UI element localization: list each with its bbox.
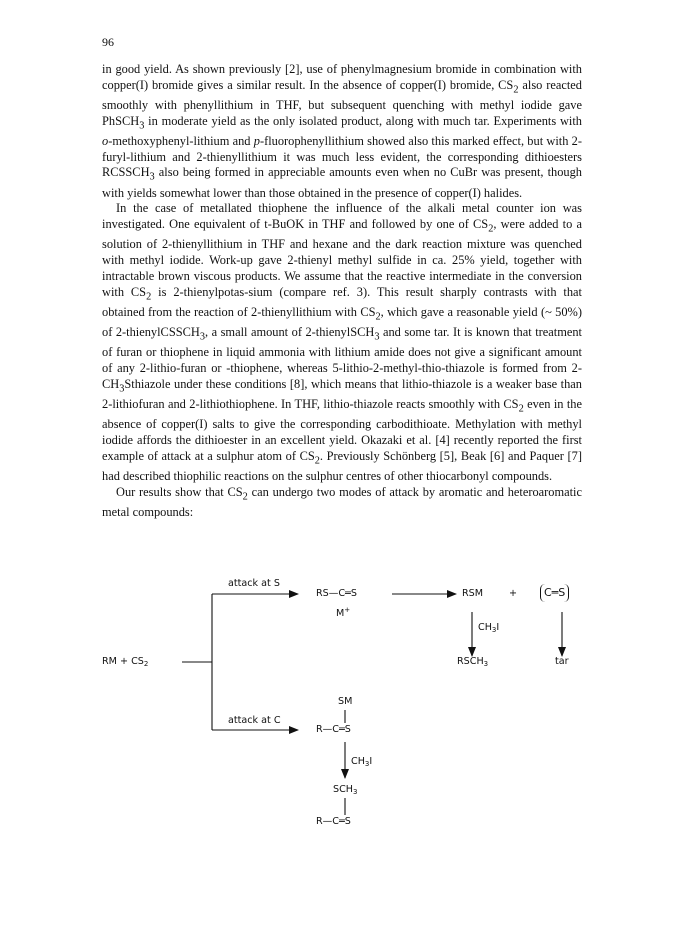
scheme-lines (0, 570, 680, 910)
paragraph-2: In the case of metallated thiophene the influence of the alkali metal counter ion was investigated. One equivalent of t-BuOK in THF and followed by one of $CS_2$, were added to a solution of 2-thienyllithium in THF and hexane and the dark reaction mixture was quenched with methyl iodide. Work-up gave 2-thienyl methyl sulfide in ca. 25% yield, together with intractable brown viscous products. We assume that the reactive intermediate in the conversion with $CS_2$ is 2-thienylpotas-sium (compare ref. 3). This result sharply contrasts with that obtained from the reaction of 2-thienyllithium with $CS_2$, which gave a reasonable yield (~ 50%) of 2-thienylCSSCH$_3$, a small amount of 2-thienylSCH$_3$ and some tar. It is known that treatment of furan or thiophene in liquid ammonia with lithium amide does not give a significant amount of any 2-lithio-furan or -thiophene, whereas 5-lithio-2-methyl-thio-thiazole is formed from $2-CH_3Sthiazole$ under these conditions [8], which means that lithio-thiazole is a weaker base than 2-lithiofuran and 2-lithiothiophene. In THF, lithio-thiazole reacts smoothly with $CS_2$ even in the absence of copper(I) salts to give the corresponding carbodithioate. Methylation with methyl iodide affords the dithioester in an excellent yield. Okazaki et al. [4] recently reported the first example of attack at a sulphur atom of $CS_2$. Previously Schönberg [5], Beak [6] and Paquer [7] had described thiophilic reactions on the sulphur centres of other thiocarbonyl compounds. (102, 201, 582, 483)
body-text (102, 62, 582, 521)
carbodithioate-salt: R—C═S (316, 724, 351, 735)
intermediate-s-adduct: RS—C═S (316, 588, 357, 599)
reactants-label: RM + $CS_2$ (102, 656, 149, 668)
dithioester-product: R—C═S (316, 816, 351, 827)
paragraph-1: in good yield. As shown previously [2], use of phenylmagnesium bromide in combination with copper(I) bromide gives a similar result. In the absence of copper(I) bromide, $CS_2$ also reacted smoothly with phenyllithium in THF, but subsequent quenching with methyl iodide gave PhSCH$_3$ in moderate yield as the only isolated product, along with much tar. Experiments with o-methoxyphenyl-lithium and p-fluorophenyllithium showed also this marked effect, but with 2-furyl-lithium and 2-thienyllithium it was much less evident, the corresponding dithioesters $RCSSCH_3$ also being formed in appreciable amounts even when no CuBr was present, though with yields somewhat lower than those obtained in the presence of copper(I) halides. (102, 62, 582, 200)
tar-label: tar (555, 656, 569, 667)
reaction-scheme (0, 570, 680, 910)
metal-counterion: M+ (336, 606, 351, 619)
paragraph-3: Our results show that $CS_2$ can undergo two modes of attack by aromatic and heteroaromatic metal compounds: (102, 484, 582, 519)
methyl-iodide-reagent-1: $CH_3I$ (478, 622, 500, 634)
attack-at-s-label: attack at S (228, 578, 280, 589)
carbon-monosulfide-bracket: C═S (540, 584, 569, 602)
methyl-iodide-reagent-2: $CH_3I$ (351, 756, 373, 768)
product-rsch3: $RSCH_3$ (457, 656, 489, 668)
sch3-group: $SCH_3$ (333, 784, 358, 796)
sm-group: SM (338, 696, 353, 707)
plus-sign: + (509, 588, 518, 599)
product-rsm: RSM (462, 588, 484, 599)
attack-at-c-label: attack at C (228, 715, 281, 726)
page-number: 96 (102, 35, 114, 49)
